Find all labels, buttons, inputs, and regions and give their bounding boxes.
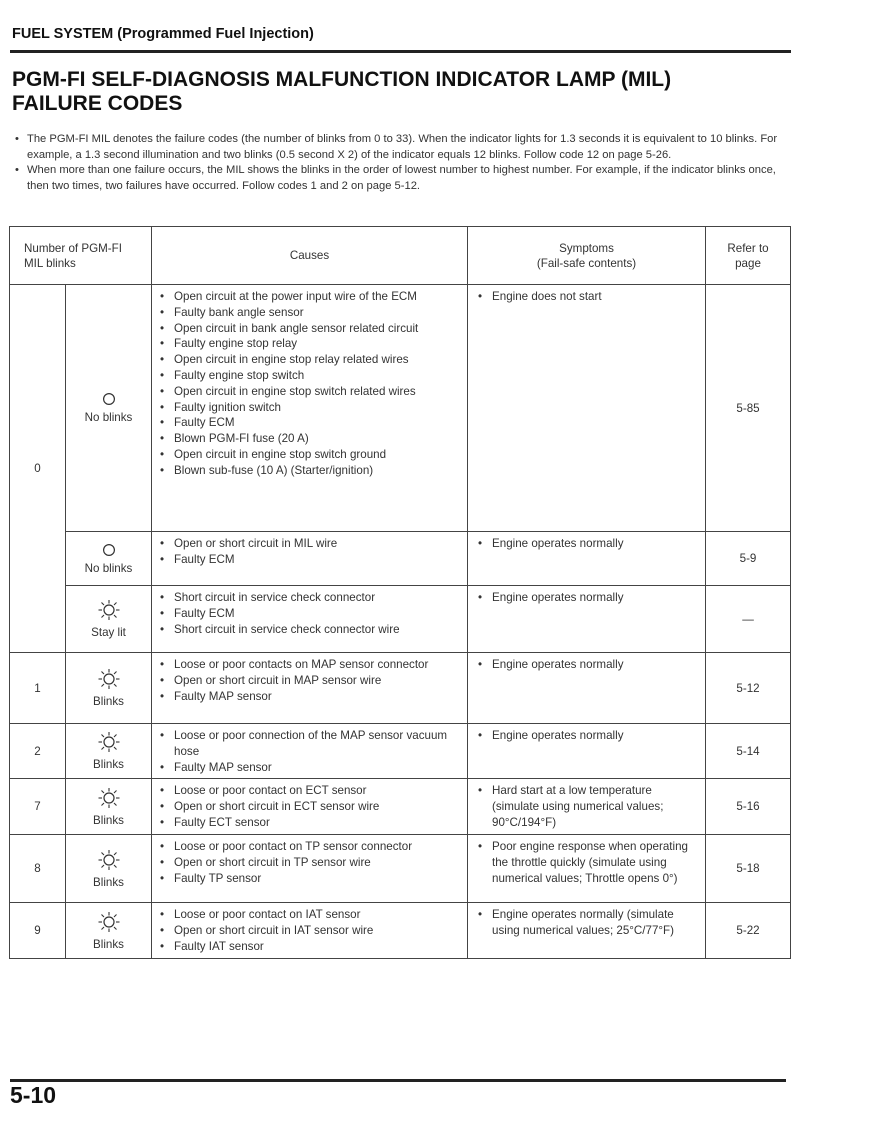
lamp-cell [66, 724, 152, 779]
header-symptoms: Symptoms (Fail-safe contents) [468, 227, 706, 285]
cause-item: • Loose or poor contact on TP sensor connector [160, 839, 463, 855]
header-refer-to-page: Refer to page [706, 227, 791, 285]
cause-item: • Faulty engine stop switch [160, 368, 463, 384]
cause-item: • Open or short circuit in IAT sensor wire [160, 923, 463, 939]
symptom-text: Engine operates normally [492, 658, 624, 671]
causes-cell [152, 586, 468, 653]
code-number: 2 [34, 744, 41, 758]
causes-cell [152, 835, 468, 903]
cause-item: • Open or short circuit in MAP sensor wire [160, 673, 463, 689]
cause-item: • Faulty ECM [160, 552, 463, 568]
lamp-lit-icon [97, 787, 121, 812]
table-row [10, 779, 791, 835]
symptoms-cell: • Engine operates normally [468, 724, 706, 779]
refer-page: — [742, 612, 754, 626]
lamp-state-label: Stay lit [91, 626, 126, 639]
footer-rule [10, 1079, 786, 1082]
refer-page-cell [706, 285, 791, 532]
code-cell [10, 779, 66, 835]
lamp-lit-icon [97, 911, 121, 936]
page-title [12, 68, 802, 116]
table-row [10, 835, 791, 903]
causes-cell [152, 724, 468, 779]
refer-page: 5-18 [736, 862, 760, 876]
cause-item: • Faulty ECM [160, 606, 463, 622]
lamp-state-label: Blinks [93, 937, 124, 951]
refer-page-cell [706, 586, 791, 653]
symptoms-cell: • Hard start at a low temperature (simulate using numerical values; 90°C/194°F) [468, 779, 706, 835]
causes-cell [152, 532, 468, 586]
lamp-lit-icon [97, 599, 121, 624]
intro-note: • When more than one failure occurs, the MIL shows the blinks in the order of lowest number to highest number. For example, if the indicator blinks once, then two times, two failures have occurred. Follow codes 1 and 2 on page 5-12. [15, 164, 776, 192]
lamp-cell [66, 532, 152, 586]
lamp-off-icon [102, 543, 116, 560]
symptom-text: Engine operates normally [492, 729, 624, 742]
lamp-state-label: No blinks [84, 561, 133, 575]
intro-note: • The PGM-FI MIL denotes the failure codes (the number of blinks from 0 to 33). When the indicator lights for 1.3 seconds it is equivalent to 10 blinks. For example, a 1.3 second illumination and two blinks (0.5 second X 2) of the indicator equals 12 blinks. Follow code 12 on page 5-26. [15, 133, 778, 161]
code-cell [10, 835, 66, 903]
code-number: 9 [34, 924, 41, 938]
code-number: 8 [34, 862, 41, 876]
refer-page-cell [706, 724, 791, 779]
lamp-state-label: Blinks [93, 813, 124, 827]
symptoms-cell: • Engine operates normally [468, 532, 706, 586]
cause-item: • Open circuit in engine stop relay related wires [160, 352, 463, 368]
section-header: FUEL SYSTEM (Programmed Fuel Injection) [12, 26, 314, 42]
refer-page: 5-85 [736, 401, 760, 415]
code-number: 1 [34, 681, 41, 695]
refer-page: 5-12 [736, 681, 760, 695]
lamp-cell [66, 653, 152, 724]
causes-cell [152, 653, 468, 724]
refer-page-cell [706, 653, 791, 724]
cause-item: • Open or short circuit in ECT sensor wire [160, 799, 463, 815]
cause-item: • Short circuit in service check connector [160, 590, 463, 606]
intro-note-text: When more than one failure occurs, the MIL shows the blinks in the order of lowest number to highest number. For example, if the indicator blinks once, then two times, two failures have occurred. Follow codes 1 and 2 on page 5-12. [27, 164, 776, 192]
cause-item: • Faulty IAT sensor [160, 939, 463, 955]
page-title-line-1: PGM-FI SELF-DIAGNOSIS MALFUNCTION INDICATOR LAMP (MIL) [12, 68, 672, 91]
cause-item: • Loose or poor connection of the MAP sensor vacuum hose [160, 728, 463, 760]
refer-page: 5-14 [736, 744, 760, 758]
lamp-off-icon [102, 392, 116, 409]
refer-page-cell [706, 779, 791, 835]
cause-item: • Blown PGM-FI fuse (20 A) [160, 431, 463, 447]
symptoms-cell: • Engine operates normally [468, 653, 706, 724]
lamp-cell [66, 779, 152, 835]
symptom-text: Engine operates normally (simulate using numerical values; 25°C/77°F) [492, 908, 674, 938]
table-row [10, 724, 791, 779]
cause-item: • Faulty bank angle sensor [160, 305, 463, 321]
lamp-state-label: No blinks [84, 411, 133, 424]
table-row [10, 903, 791, 958]
lamp-cell [66, 285, 152, 532]
refer-page-cell [706, 835, 791, 903]
cause-item: • Faulty MAP sensor [160, 689, 463, 705]
page-number: 5-10 [10, 1082, 57, 1108]
symptoms-cell: • Engine operates normally [468, 586, 706, 653]
symptoms-cell: • Engine operates normally (simulate using numerical values; 25°C/77°F) [468, 903, 706, 958]
table-row [10, 532, 791, 586]
intro-notes [12, 132, 794, 194]
symptom-text: Engine operates normally [492, 537, 624, 550]
cause-item: • Faulty engine stop relay [160, 336, 463, 352]
table-header-row [10, 227, 791, 285]
code-cell [10, 724, 66, 779]
causes-cell [152, 285, 468, 532]
cause-item: • Open circuit in engine stop switch related wires [160, 384, 463, 400]
cause-item: • Faulty MAP sensor [160, 760, 463, 776]
table-row [10, 285, 791, 532]
symptom-text: Engine operates normally [492, 591, 624, 604]
failure-codes-table [9, 226, 791, 959]
lamp-lit-icon [97, 731, 121, 756]
cause-item: • Faulty ECT sensor [160, 815, 463, 831]
lamp-state-label: Blinks [93, 875, 124, 889]
causes-cell [152, 903, 468, 958]
lamp-state-label: Blinks [93, 758, 124, 772]
code-number: 0 [34, 462, 41, 475]
lamp-state-label: Blinks [93, 695, 124, 708]
cause-item: • Blown sub-fuse (10 A) (Starter/ignition) [160, 463, 463, 479]
cause-item: • Faulty ignition switch [160, 400, 463, 416]
lamp-cell [66, 903, 152, 958]
header-number-of-blinks: Number of PGM-FI MIL blinks [10, 227, 152, 285]
lamp-cell [66, 835, 152, 903]
page-title-line-2: FAILURE CODES [12, 92, 183, 115]
lamp-lit-icon [97, 668, 121, 693]
cause-item: • Open or short circuit in TP sensor wire [160, 855, 463, 871]
cause-item: • Open circuit in engine stop switch ground [160, 447, 463, 463]
symptoms-cell: • Engine does not start [468, 285, 706, 532]
table-row [10, 653, 791, 724]
refer-page-cell [706, 903, 791, 958]
lamp-cell [66, 586, 152, 653]
lamp-lit-icon [97, 849, 121, 874]
refer-page: 5-16 [736, 800, 760, 814]
refer-page-cell [706, 532, 791, 586]
symptoms-cell: • Poor engine response when operating the throttle quickly (simulate using numerical values; Throttle opens 0°) [468, 835, 706, 903]
cause-item: • Open circuit at the power input wire of the ECM [160, 289, 463, 305]
code-cell [10, 285, 66, 653]
cause-item: • Open or short circuit in MIL wire [160, 536, 463, 552]
cause-item: • Loose or poor contacts on MAP sensor connector [160, 657, 463, 673]
cause-item: • Loose or poor contact on ECT sensor [160, 783, 463, 799]
cause-item: • Faulty TP sensor [160, 871, 463, 887]
refer-page: 5-9 [739, 552, 757, 565]
cause-item: • Faulty ECM [160, 415, 463, 431]
code-cell [10, 653, 66, 724]
symptom-text: Engine does not start [492, 290, 602, 303]
refer-page: 5-22 [736, 924, 760, 938]
code-number: 7 [34, 800, 41, 814]
cause-item: • Open circuit in bank angle sensor related circuit [160, 321, 463, 337]
header-causes: Causes [152, 227, 468, 285]
code-cell [10, 903, 66, 958]
cause-item: • Short circuit in service check connector wire [160, 622, 463, 638]
symptom-text: Poor engine response when operating the throttle quickly (simulate using numerical values; Throttle opens 0°) [492, 840, 688, 885]
causes-cell [152, 779, 468, 835]
symptom-text: Hard start at a low temperature (simulate using numerical values; 90°C/194°F) [492, 784, 664, 829]
cause-item: • Loose or poor contact on IAT sensor [160, 907, 463, 923]
table-row [10, 586, 791, 653]
intro-note-text: The PGM-FI MIL denotes the failure codes (the number of blinks from 0 to 33). When the indicator lights for 1.3 seconds it is equivalent to 10 blinks. For example, a 1.3 second illumination and two blinks (0.5 second X 2) of the indicator equals 12 blinks. Follow code 12 on page 5-26. [27, 133, 778, 161]
header-rule [10, 50, 791, 53]
